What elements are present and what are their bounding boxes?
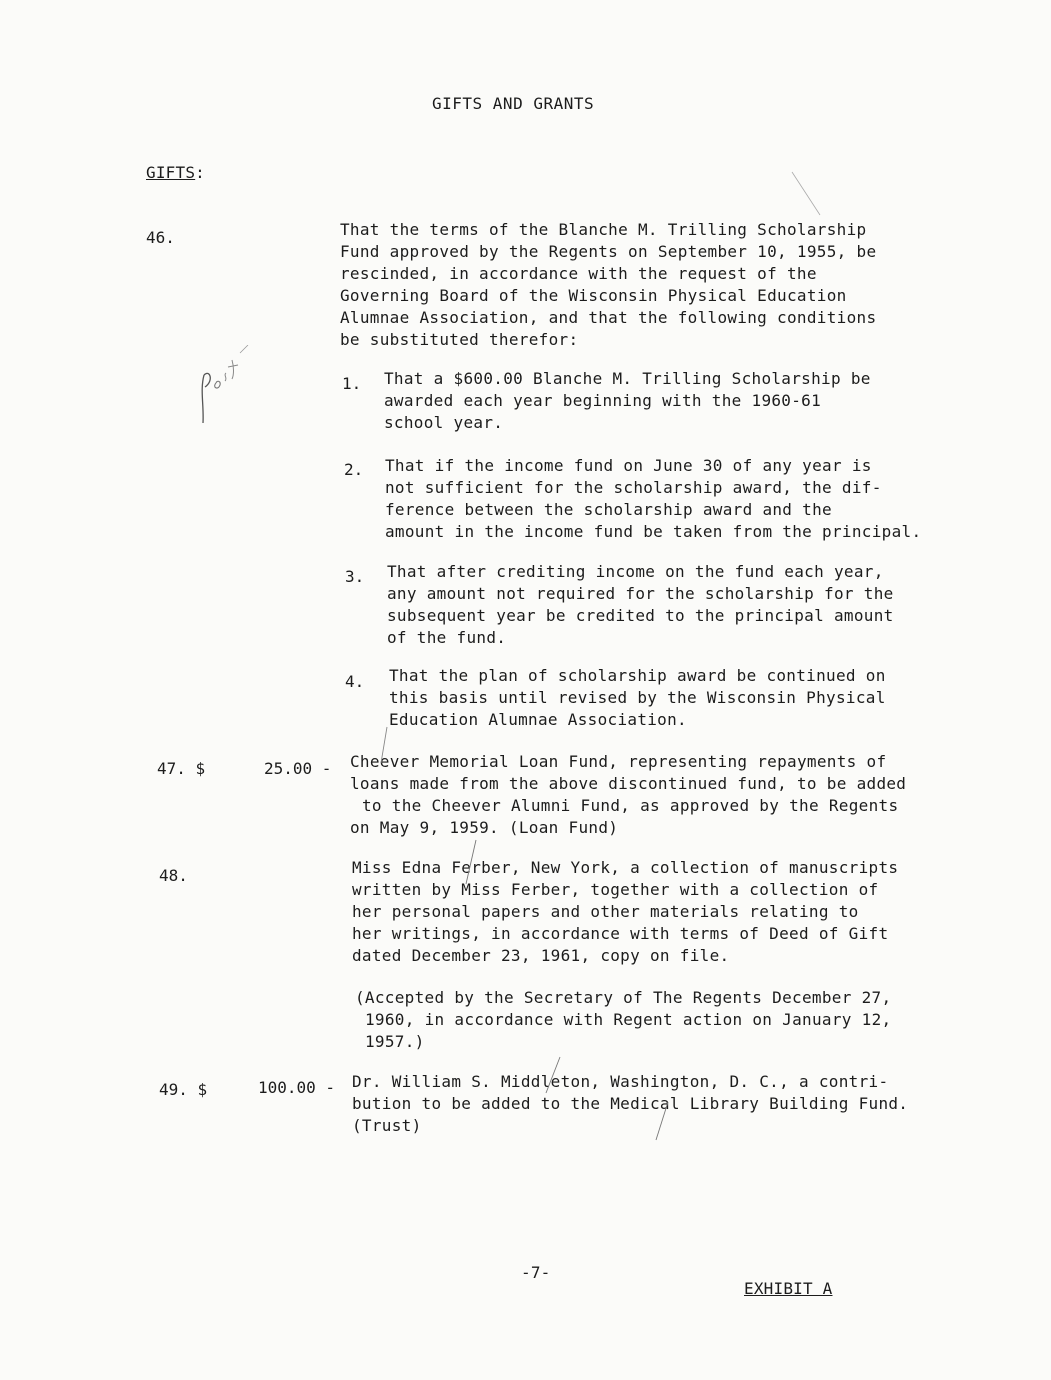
item-47-amount: 25.00 - xyxy=(264,759,332,778)
condition-1-text xyxy=(384,368,871,434)
item-48-line: Miss Edna Ferber, New York, a collection of manuscripts xyxy=(352,858,899,877)
condition-4-number: 4. xyxy=(345,672,365,691)
item-47-line: Cheever Memorial Loan Fund, representing repayments of xyxy=(350,752,887,771)
item-46-intro-line: That the terms of the Blanche M. Trilling Scholarship xyxy=(340,220,867,239)
handwritten-mark xyxy=(190,345,260,430)
condition-line: That the plan of scholarship award be continued on xyxy=(389,666,886,685)
item-46-intro-line: Fund approved by the Regents on September 10, 1955, be xyxy=(340,242,877,261)
item-47-text xyxy=(350,751,906,839)
condition-line: That a $600.00 Blanche M. Trilling Scholarship be xyxy=(384,369,871,388)
condition-4-text xyxy=(389,665,886,731)
condition-2-number: 2. xyxy=(344,460,364,479)
item-49-amount: 100.00 - xyxy=(258,1078,336,1097)
item-47-number: 47. $ xyxy=(157,759,206,778)
item-49-line: Dr. William S. Middleton, Washington, D. C., a contri- xyxy=(352,1072,889,1091)
condition-line: awarded each year beginning with the 1960-61 xyxy=(384,391,822,410)
section-heading-text: GIFTS xyxy=(146,163,196,182)
item-46-intro-line: Governing Board of the Wisconsin Physical Education xyxy=(340,286,847,305)
item-48-line: written by Miss Ferber, together with a collection of xyxy=(352,880,879,899)
item-46-intro-line: Alumnae Association, and that the following conditions xyxy=(340,308,877,327)
stray-mark xyxy=(790,170,830,220)
item-47-line: loans made from the above discontinued fund, to be added xyxy=(350,774,907,793)
condition-line: Education Alumnae Association. xyxy=(389,710,687,729)
item-48-line: her writings, in accordance with terms of Deed of Gift xyxy=(352,924,889,943)
item-48-note-line: 1960, in accordance with Regent action on January 12, xyxy=(365,1010,892,1029)
item-46-intro xyxy=(340,219,876,351)
stray-mark xyxy=(540,1055,565,1095)
stray-mark xyxy=(650,1100,675,1145)
item-47-line: to the Cheever Alumni Fund, as approved by the Regents xyxy=(362,796,899,815)
stray-mark xyxy=(462,838,482,888)
condition-line: of the fund. xyxy=(387,628,507,647)
condition-line: any amount not required for the scholarship for the xyxy=(387,584,894,603)
item-48-number: 48. xyxy=(159,866,188,885)
condition-line: not sufficient for the scholarship award, the dif- xyxy=(385,478,882,497)
item-48-note-line: 1957.) xyxy=(365,1032,425,1051)
condition-3-text xyxy=(387,561,894,649)
item-48-text xyxy=(352,857,898,967)
item-49-line: (Trust) xyxy=(352,1116,422,1135)
item-46-number: 46. xyxy=(146,228,175,247)
item-49-number: 49. $ xyxy=(159,1080,208,1099)
condition-line: That if the income fund on June 30 of any year is xyxy=(385,456,872,475)
condition-1-number: 1. xyxy=(342,374,362,393)
page-title: GIFTS AND GRANTS xyxy=(432,94,595,113)
item-48-line: dated December 23, 1961, copy on file. xyxy=(352,946,730,965)
item-48-note-line: (Accepted by the Secretary of The Regents December 27, xyxy=(355,988,892,1007)
condition-line: ference between the scholarship award and the xyxy=(385,500,832,519)
condition-line: subsequent year be credited to the principal amount xyxy=(387,606,894,625)
item-48-line: her personal papers and other materials relating to xyxy=(352,902,859,921)
condition-line: That after crediting income on the fund each year, xyxy=(387,562,884,581)
item-49-line: bution to be added to the Medical Library Building Fund. xyxy=(352,1094,909,1113)
condition-line: amount in the income fund be taken from the principal. xyxy=(385,522,922,541)
page-number: -7- xyxy=(521,1263,551,1282)
item-46-intro-line: be substituted therefor: xyxy=(340,330,579,349)
item-47-line: on May 9, 1959. (Loan Fund) xyxy=(350,818,619,837)
section-heading-colon: : xyxy=(195,163,206,182)
item-46-intro-line: rescinded, in accordance with the request of the xyxy=(340,264,817,283)
condition-3-number: 3. xyxy=(345,567,365,586)
exhibit-label: EXHIBIT A xyxy=(744,1279,833,1298)
section-heading xyxy=(146,162,205,184)
stray-mark xyxy=(375,725,395,765)
condition-line: school year. xyxy=(384,413,504,432)
condition-line: this basis until revised by the Wisconsin Physical xyxy=(389,688,886,707)
item-48-note xyxy=(355,987,891,1053)
item-49-text xyxy=(352,1071,908,1137)
condition-2-text xyxy=(385,455,921,543)
